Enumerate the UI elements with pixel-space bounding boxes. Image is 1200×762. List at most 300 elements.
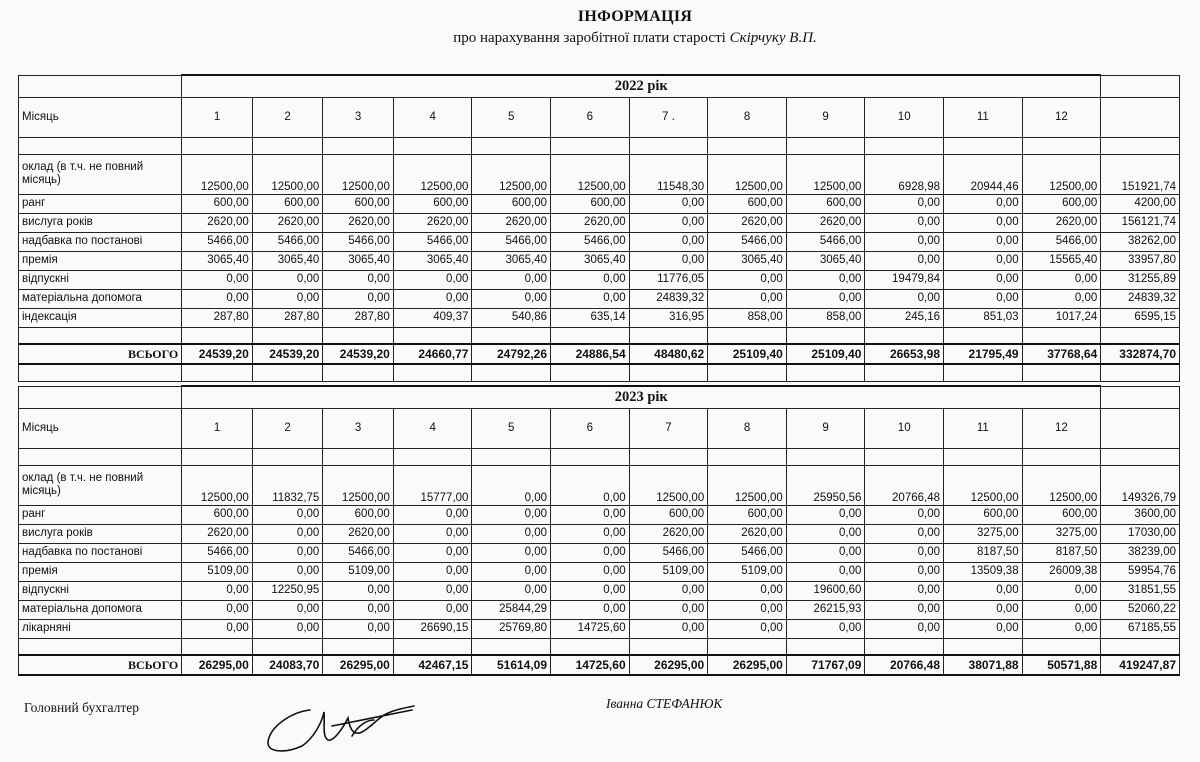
value-cell: 11548,30 — [629, 154, 708, 194]
row-label: премія — [19, 562, 182, 581]
value-cell: 0,00 — [865, 213, 944, 232]
blank-cell — [786, 364, 865, 381]
total-cell: 332874,70 — [1101, 344, 1180, 364]
value-cell: 0,00 — [182, 289, 253, 308]
total-cell: 24886,54 — [551, 344, 630, 364]
blank-cell — [944, 638, 1023, 655]
table-row — [19, 308, 1180, 327]
value-cell: 26690,15 — [393, 619, 472, 638]
subtitle-person-name: Скірчуку В.П. — [729, 30, 817, 46]
value-cell: 2620,00 — [472, 213, 551, 232]
blank-cell — [393, 327, 472, 344]
value-cell: 20944,46 — [944, 154, 1023, 194]
value-cell: 0,00 — [786, 289, 865, 308]
value-cell: 2620,00 — [182, 213, 253, 232]
blank-cell — [1101, 97, 1180, 137]
signer-name: Іванна СТЕФАНЮК — [606, 696, 723, 711]
value-cell: 2620,00 — [1022, 213, 1101, 232]
blank-cell — [472, 327, 551, 344]
blank-cell — [1101, 327, 1180, 344]
row-label: відпускні — [19, 270, 182, 289]
blank-cell — [865, 327, 944, 344]
table-row — [19, 289, 1180, 308]
value-cell: 0,00 — [944, 251, 1023, 270]
value-cell: 0,00 — [472, 543, 551, 562]
value-cell: 0,00 — [865, 562, 944, 581]
total-cell: 25109,40 — [708, 344, 787, 364]
value-cell: 0,00 — [708, 581, 787, 600]
value-cell: 0,00 — [323, 600, 394, 619]
table-row — [19, 600, 1180, 619]
value-cell: 3275,00 — [1022, 524, 1101, 543]
blank-cell — [708, 364, 787, 381]
value-cell: 0,00 — [393, 543, 472, 562]
value-cell: 600,00 — [393, 194, 472, 213]
value-cell: 0,00 — [786, 619, 865, 638]
value-cell: 0,00 — [182, 270, 253, 289]
value-cell: 0,00 — [944, 581, 1023, 600]
value-cell: 2620,00 — [708, 213, 787, 232]
blank-cell — [1101, 386, 1180, 408]
total-cell: 24539,20 — [182, 344, 253, 364]
blank-cell — [551, 638, 630, 655]
row-label: лікарняні — [19, 619, 182, 638]
value-cell: 12500,00 — [708, 465, 787, 505]
value-cell: 0,00 — [252, 270, 323, 289]
row-label: премія — [19, 251, 182, 270]
value-cell: 5466,00 — [182, 232, 253, 251]
value-cell: 0,00 — [252, 524, 323, 543]
blank-cell — [19, 75, 182, 97]
blank-cell — [393, 638, 472, 655]
value-cell: 0,00 — [786, 543, 865, 562]
value-cell: 2620,00 — [393, 213, 472, 232]
blank-cell — [252, 638, 323, 655]
value-cell: 5109,00 — [708, 562, 787, 581]
blank-cell — [1101, 448, 1180, 465]
value-cell: 5466,00 — [393, 232, 472, 251]
blank-cell — [252, 364, 323, 381]
value-cell: 25844,29 — [472, 600, 551, 619]
value-cell: 5466,00 — [1022, 232, 1101, 251]
blank-cell — [1101, 408, 1180, 448]
value-cell: 600,00 — [472, 194, 551, 213]
value-cell: 2620,00 — [323, 524, 394, 543]
value-cell: 0,00 — [182, 581, 253, 600]
blank-cell — [944, 327, 1023, 344]
value-cell: 2620,00 — [323, 213, 394, 232]
blank-cell — [19, 448, 182, 465]
value-cell: 151921,74 — [1101, 154, 1180, 194]
value-cell: 0,00 — [629, 619, 708, 638]
chief-accountant-label: Головний бухгалтер — [24, 700, 139, 715]
blank-cell — [252, 137, 323, 154]
value-cell: 635,14 — [551, 308, 630, 327]
value-cell: 2620,00 — [182, 524, 253, 543]
value-cell: 409,37 — [393, 308, 472, 327]
value-cell: 1017,24 — [1022, 308, 1101, 327]
blank-cell — [472, 364, 551, 381]
value-cell: 38262,00 — [1101, 232, 1180, 251]
value-cell: 600,00 — [323, 505, 394, 524]
value-cell: 858,00 — [786, 308, 865, 327]
table-row — [19, 194, 1180, 213]
month-number: 8 — [708, 408, 787, 448]
blank-cell — [629, 448, 708, 465]
value-cell: 0,00 — [252, 600, 323, 619]
row-label: індексація — [19, 308, 182, 327]
table-row — [19, 251, 1180, 270]
row-label: ранг — [19, 194, 182, 213]
month-number: 3 — [323, 97, 394, 137]
blank-cell — [944, 137, 1023, 154]
value-cell: 0,00 — [786, 270, 865, 289]
month-number: 1 — [182, 408, 253, 448]
value-cell: 0,00 — [393, 505, 472, 524]
value-cell: 8187,50 — [944, 543, 1023, 562]
blank-cell — [323, 137, 394, 154]
value-cell: 0,00 — [944, 289, 1023, 308]
blank-cell — [472, 638, 551, 655]
blank-cell — [944, 364, 1023, 381]
value-cell: 0,00 — [551, 600, 630, 619]
value-cell: 600,00 — [786, 194, 865, 213]
row-label: вислуга років — [19, 524, 182, 543]
value-cell: 0,00 — [1022, 581, 1101, 600]
month-number: 4 — [393, 97, 472, 137]
blank-cell — [182, 327, 253, 344]
blank-cell — [944, 448, 1023, 465]
value-cell: 5466,00 — [472, 232, 551, 251]
value-cell: 0,00 — [865, 251, 944, 270]
value-cell: 0,00 — [252, 543, 323, 562]
value-cell: 600,00 — [708, 505, 787, 524]
value-cell: 600,00 — [708, 194, 787, 213]
value-cell: 12500,00 — [944, 465, 1023, 505]
total-cell: 24792,26 — [472, 344, 551, 364]
blank-cell — [708, 137, 787, 154]
total-cell: 26295,00 — [323, 655, 394, 675]
month-number: 7 — [629, 408, 708, 448]
total-label: ВСЬОГО — [19, 655, 182, 675]
value-cell: 12500,00 — [393, 154, 472, 194]
value-cell: 5109,00 — [323, 562, 394, 581]
blank-cell — [393, 364, 472, 381]
total-label: ВСЬОГО — [19, 344, 182, 364]
value-cell: 38239,00 — [1101, 543, 1180, 562]
blank-cell — [629, 327, 708, 344]
value-cell: 156121,74 — [1101, 213, 1180, 232]
value-cell: 20766,48 — [865, 465, 944, 505]
value-cell: 3065,40 — [252, 251, 323, 270]
total-cell: 25109,40 — [786, 344, 865, 364]
value-cell: 5466,00 — [252, 232, 323, 251]
value-cell: 0,00 — [708, 270, 787, 289]
value-cell: 6595,15 — [1101, 308, 1180, 327]
value-cell: 3065,40 — [182, 251, 253, 270]
blank-cell — [551, 364, 630, 381]
value-cell: 0,00 — [786, 524, 865, 543]
total-cell: 20766,48 — [865, 655, 944, 675]
value-cell: 600,00 — [252, 194, 323, 213]
total-cell: 26295,00 — [182, 655, 253, 675]
total-cell: 38071,88 — [944, 655, 1023, 675]
value-cell: 600,00 — [1022, 505, 1101, 524]
value-cell: 0,00 — [551, 270, 630, 289]
value-cell: 5109,00 — [182, 562, 253, 581]
value-cell: 0,00 — [551, 524, 630, 543]
value-cell: 14725,60 — [551, 619, 630, 638]
blank-cell — [472, 448, 551, 465]
value-cell: 12500,00 — [323, 465, 394, 505]
table-row — [19, 465, 1180, 505]
value-cell: 12500,00 — [1022, 154, 1101, 194]
table-row — [19, 232, 1180, 251]
table-row — [19, 619, 1180, 638]
table-row — [19, 562, 1180, 581]
value-cell: 0,00 — [472, 465, 551, 505]
value-cell: 31255,89 — [1101, 270, 1180, 289]
blank-cell — [182, 364, 253, 381]
value-cell: 3065,40 — [393, 251, 472, 270]
month-number: 5 — [472, 408, 551, 448]
value-cell: 0,00 — [865, 505, 944, 524]
value-cell: 5466,00 — [708, 543, 787, 562]
total-cell: 42467,15 — [393, 655, 472, 675]
value-cell: 0,00 — [551, 562, 630, 581]
total-cell: 419247,87 — [1101, 655, 1180, 675]
month-number: 5 — [472, 97, 551, 137]
month-number: 10 — [865, 408, 944, 448]
value-cell: 0,00 — [393, 562, 472, 581]
total-row — [19, 655, 1180, 675]
value-cell: 3275,00 — [944, 524, 1023, 543]
value-cell: 600,00 — [182, 194, 253, 213]
value-cell: 2620,00 — [551, 213, 630, 232]
value-cell: 0,00 — [323, 289, 394, 308]
value-cell: 5466,00 — [551, 232, 630, 251]
blank-cell — [1022, 638, 1101, 655]
row-label: надбавка по постанові — [19, 232, 182, 251]
blank-cell — [786, 448, 865, 465]
blank-cell — [629, 137, 708, 154]
total-cell: 24539,20 — [323, 344, 394, 364]
value-cell: 0,00 — [393, 600, 472, 619]
total-cell: 26295,00 — [629, 655, 708, 675]
row-label: оклад (в т.ч. не повний місяць) — [19, 465, 182, 505]
value-cell: 0,00 — [551, 581, 630, 600]
value-cell: 600,00 — [182, 505, 253, 524]
value-cell: 5466,00 — [182, 543, 253, 562]
blank-cell — [629, 638, 708, 655]
total-cell: 50571,88 — [1022, 655, 1101, 675]
value-cell: 0,00 — [629, 232, 708, 251]
value-cell: 12500,00 — [323, 154, 394, 194]
blank-cell — [252, 448, 323, 465]
blank-cell — [865, 638, 944, 655]
blank-cell — [786, 638, 865, 655]
blank-cell — [19, 386, 182, 408]
value-cell: 25950,56 — [786, 465, 865, 505]
value-cell: 600,00 — [629, 505, 708, 524]
value-cell: 0,00 — [1022, 289, 1101, 308]
month-number: 2 — [252, 408, 323, 448]
blank-cell — [708, 448, 787, 465]
value-cell: 0,00 — [182, 600, 253, 619]
value-cell: 17030,00 — [1101, 524, 1180, 543]
blank-cell — [708, 327, 787, 344]
value-cell: 2620,00 — [252, 213, 323, 232]
value-cell: 12500,00 — [252, 154, 323, 194]
month-header-label: Місяць — [19, 97, 182, 137]
value-cell: 287,80 — [252, 308, 323, 327]
value-cell: 3065,40 — [472, 251, 551, 270]
value-cell: 4200,00 — [1101, 194, 1180, 213]
value-cell: 0,00 — [865, 289, 944, 308]
value-cell: 5466,00 — [323, 232, 394, 251]
blank-cell — [19, 364, 182, 381]
month-number: 4 — [393, 408, 472, 448]
table-row — [19, 154, 1180, 194]
total-cell: 26653,98 — [865, 344, 944, 364]
value-cell: 600,00 — [944, 505, 1023, 524]
value-cell: 0,00 — [1022, 600, 1101, 619]
month-number: 2 — [252, 97, 323, 137]
blank-cell — [323, 448, 394, 465]
value-cell: 600,00 — [323, 194, 394, 213]
blank-cell — [1101, 638, 1180, 655]
total-cell: 14725,60 — [551, 655, 630, 675]
month-number: 3 — [323, 408, 394, 448]
value-cell: 0,00 — [865, 581, 944, 600]
value-cell: 2620,00 — [708, 524, 787, 543]
value-cell: 0,00 — [708, 600, 787, 619]
value-cell: 5466,00 — [786, 232, 865, 251]
blank-cell — [323, 638, 394, 655]
total-cell: 51614,09 — [472, 655, 551, 675]
value-cell: 0,00 — [472, 270, 551, 289]
value-cell: 0,00 — [629, 600, 708, 619]
value-cell: 12500,00 — [551, 154, 630, 194]
total-cell: 37768,64 — [1022, 344, 1101, 364]
total-cell: 24083,70 — [252, 655, 323, 675]
blank-cell — [1101, 137, 1180, 154]
month-number: 11 — [944, 408, 1023, 448]
value-cell: 12500,00 — [629, 465, 708, 505]
value-cell: 0,00 — [393, 524, 472, 543]
value-cell: 0,00 — [252, 289, 323, 308]
blank-cell — [1022, 364, 1101, 381]
month-number: 12 — [1022, 97, 1101, 137]
value-cell: 0,00 — [944, 213, 1023, 232]
value-cell: 0,00 — [1022, 619, 1101, 638]
value-cell: 26009,38 — [1022, 562, 1101, 581]
value-cell: 287,80 — [182, 308, 253, 327]
row-label: надбавка по постанові — [19, 543, 182, 562]
row-label: матеріальна допомога — [19, 289, 182, 308]
total-cell: 26295,00 — [708, 655, 787, 675]
value-cell: 15565,40 — [1022, 251, 1101, 270]
subtitle-text: про нарахування заробітної плати старості — [453, 30, 730, 46]
value-cell: 2620,00 — [629, 524, 708, 543]
total-cell: 24539,20 — [252, 344, 323, 364]
value-cell: 600,00 — [1022, 194, 1101, 213]
value-cell: 5466,00 — [708, 232, 787, 251]
blank-cell — [865, 448, 944, 465]
value-cell: 0,00 — [944, 600, 1023, 619]
value-cell: 26215,93 — [786, 600, 865, 619]
handwritten-signature — [262, 696, 422, 758]
blank-cell — [865, 137, 944, 154]
blank-cell — [182, 137, 253, 154]
value-cell: 0,00 — [472, 524, 551, 543]
value-cell: 0,00 — [865, 600, 944, 619]
value-cell: 25769,80 — [472, 619, 551, 638]
value-cell: 0,00 — [393, 581, 472, 600]
value-cell: 67185,55 — [1101, 619, 1180, 638]
value-cell: 0,00 — [944, 194, 1023, 213]
value-cell: 0,00 — [323, 581, 394, 600]
value-cell: 316,95 — [629, 308, 708, 327]
value-cell: 24839,32 — [1101, 289, 1180, 308]
blank-cell — [551, 448, 630, 465]
month-number: 6 — [551, 97, 630, 137]
value-cell: 3065,40 — [786, 251, 865, 270]
value-cell: 0,00 — [393, 289, 472, 308]
value-cell: 0,00 — [786, 562, 865, 581]
row-label: ранг — [19, 505, 182, 524]
value-cell: 0,00 — [472, 581, 551, 600]
value-cell: 59954,76 — [1101, 562, 1180, 581]
salary-table-2022 — [18, 74, 1180, 382]
value-cell: 0,00 — [629, 251, 708, 270]
table-row — [19, 213, 1180, 232]
blank-cell — [1101, 75, 1180, 97]
table-row — [19, 524, 1180, 543]
month-header-label: Місяць — [19, 408, 182, 448]
document-title: ІНФОРМАЦІЯ — [577, 8, 693, 25]
value-cell: 0,00 — [1022, 270, 1101, 289]
blank-cell — [393, 137, 472, 154]
value-cell: 0,00 — [708, 619, 787, 638]
value-cell: 5466,00 — [323, 543, 394, 562]
blank-cell — [19, 327, 182, 344]
table-row — [19, 270, 1180, 289]
value-cell: 8187,50 — [1022, 543, 1101, 562]
value-cell: 12500,00 — [786, 154, 865, 194]
value-cell: 3065,40 — [708, 251, 787, 270]
value-cell: 0,00 — [551, 543, 630, 562]
value-cell: 0,00 — [551, 289, 630, 308]
value-cell: 0,00 — [944, 232, 1023, 251]
value-cell: 0,00 — [708, 289, 787, 308]
blank-cell — [19, 137, 182, 154]
month-number: 12 — [1022, 408, 1101, 448]
blank-cell — [252, 327, 323, 344]
value-cell: 851,03 — [944, 308, 1023, 327]
value-cell: 0,00 — [865, 194, 944, 213]
blank-cell — [182, 638, 253, 655]
total-row — [19, 344, 1180, 364]
blank-cell — [323, 364, 394, 381]
value-cell: 0,00 — [629, 194, 708, 213]
row-label: оклад (в т.ч. не повний місяць) — [19, 154, 182, 194]
value-cell: 0,00 — [472, 289, 551, 308]
blank-cell — [551, 137, 630, 154]
value-cell: 12500,00 — [472, 154, 551, 194]
value-cell: 12500,00 — [182, 465, 253, 505]
blank-cell — [19, 638, 182, 655]
